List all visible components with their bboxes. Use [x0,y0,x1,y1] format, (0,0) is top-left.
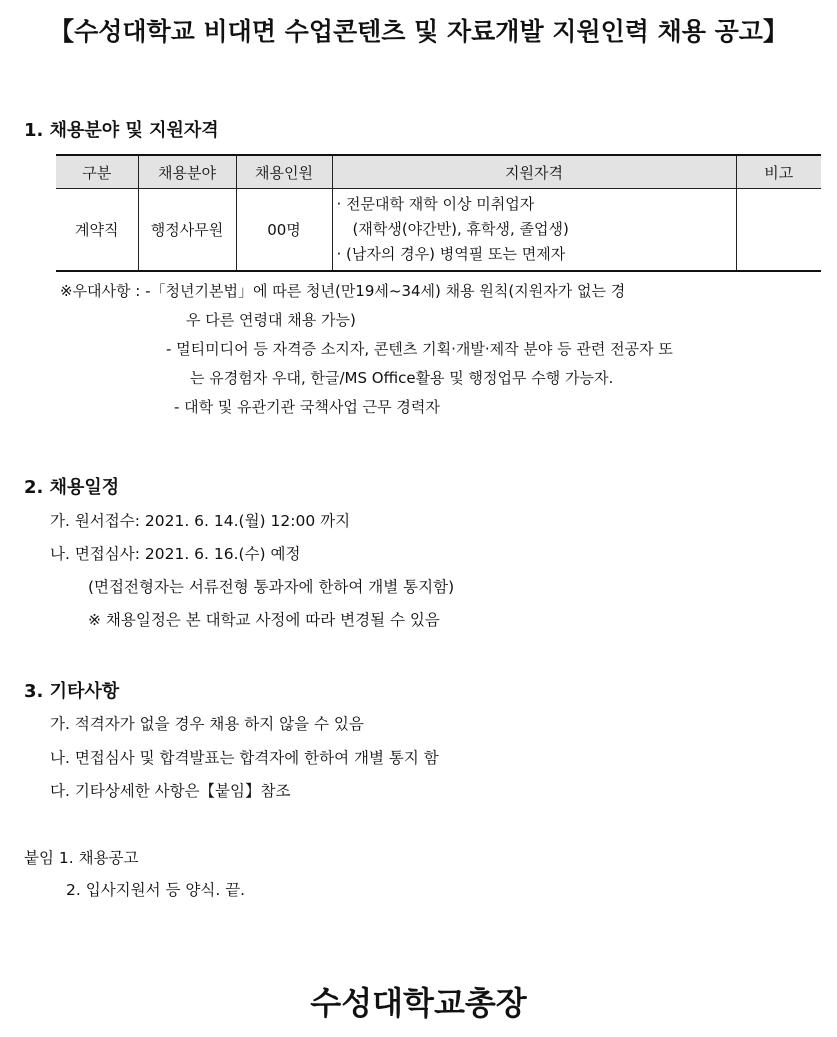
attachment-line: 2. 입사지원서 등 양식. 끝. [66,881,246,899]
preference-line: ※우대사항 : -「청년기본법」에 따른 청년(만19세~34세) 채용 원칙(지원자가 없는 경 [60,282,626,300]
col-header-note: 비고 [736,155,821,189]
cell-field: 행정사무원 [138,189,236,271]
schedule-line: 나. 면접심사: 2021. 6. 16.(수) 예정 [50,545,301,563]
cell-type: 계약직 [56,189,138,271]
col-header-type: 구분 [56,155,138,189]
preference-line: - 멀티미디어 등 자격증 소지자, 콘텐츠 기획·개발·제작 분야 등 관련 전공자 또 [166,340,673,358]
col-header-count: 채용인원 [236,155,332,189]
cell-note [736,189,821,271]
cell-count: 00명 [236,189,332,271]
preference-line: 는 유경험자 우대, 한글/MS Office활용 및 행정업무 수행 가능자. [190,369,614,387]
table-row [56,189,821,271]
cell-qualifications [332,189,736,271]
qualification-line: · (남자의 경우) 병역필 또는 면제자 [336,244,566,263]
section3-heading: 3. 기타사항 [24,681,120,702]
section2-heading: 2. 채용일정 [24,477,120,498]
col-header-qualification: 지원자격 [332,155,736,189]
attachment-line: 붙임 1. 채용공고 [24,849,139,867]
president-signature: 수성대학교총장 [310,984,527,1022]
table-header-row [56,155,821,189]
preference-line: 우 다른 연령대 채용 가능) [186,311,356,329]
misc-line: 다. 기타상세한 사항은【붙임】참조 [50,782,291,800]
preference-line: - 대학 및 유관기관 국책사업 근무 경력자 [174,398,440,416]
col-header-field: 채용분야 [138,155,236,189]
qualification-line: (재학생(야간반), 휴학생, 졸업생) [352,219,569,238]
schedule-line: 가. 원서접수: 2021. 6. 14.(월) 12:00 까지 [50,512,351,530]
recruitment-table [56,154,821,272]
schedule-line: ※ 채용일정은 본 대학교 사정에 따라 변경될 수 있음 [88,611,440,629]
misc-line: 가. 적격자가 없을 경우 채용 하지 않을 수 있음 [50,715,364,733]
section1-heading: 1. 채용분야 및 지원자격 [24,120,219,141]
misc-line: 나. 면접심사 및 합격발표는 합격자에 한하여 개별 통지 함 [50,749,439,767]
schedule-line: (면접전형자는 서류전형 통과자에 한하여 개별 통지함) [88,578,455,596]
document-title: 【수성대학교 비대면 수업콘텐츠 및 자료개발 지원인력 채용 공고】 [49,17,788,46]
qualification-line: · 전문대학 재학 이상 미취업자 [336,194,535,213]
